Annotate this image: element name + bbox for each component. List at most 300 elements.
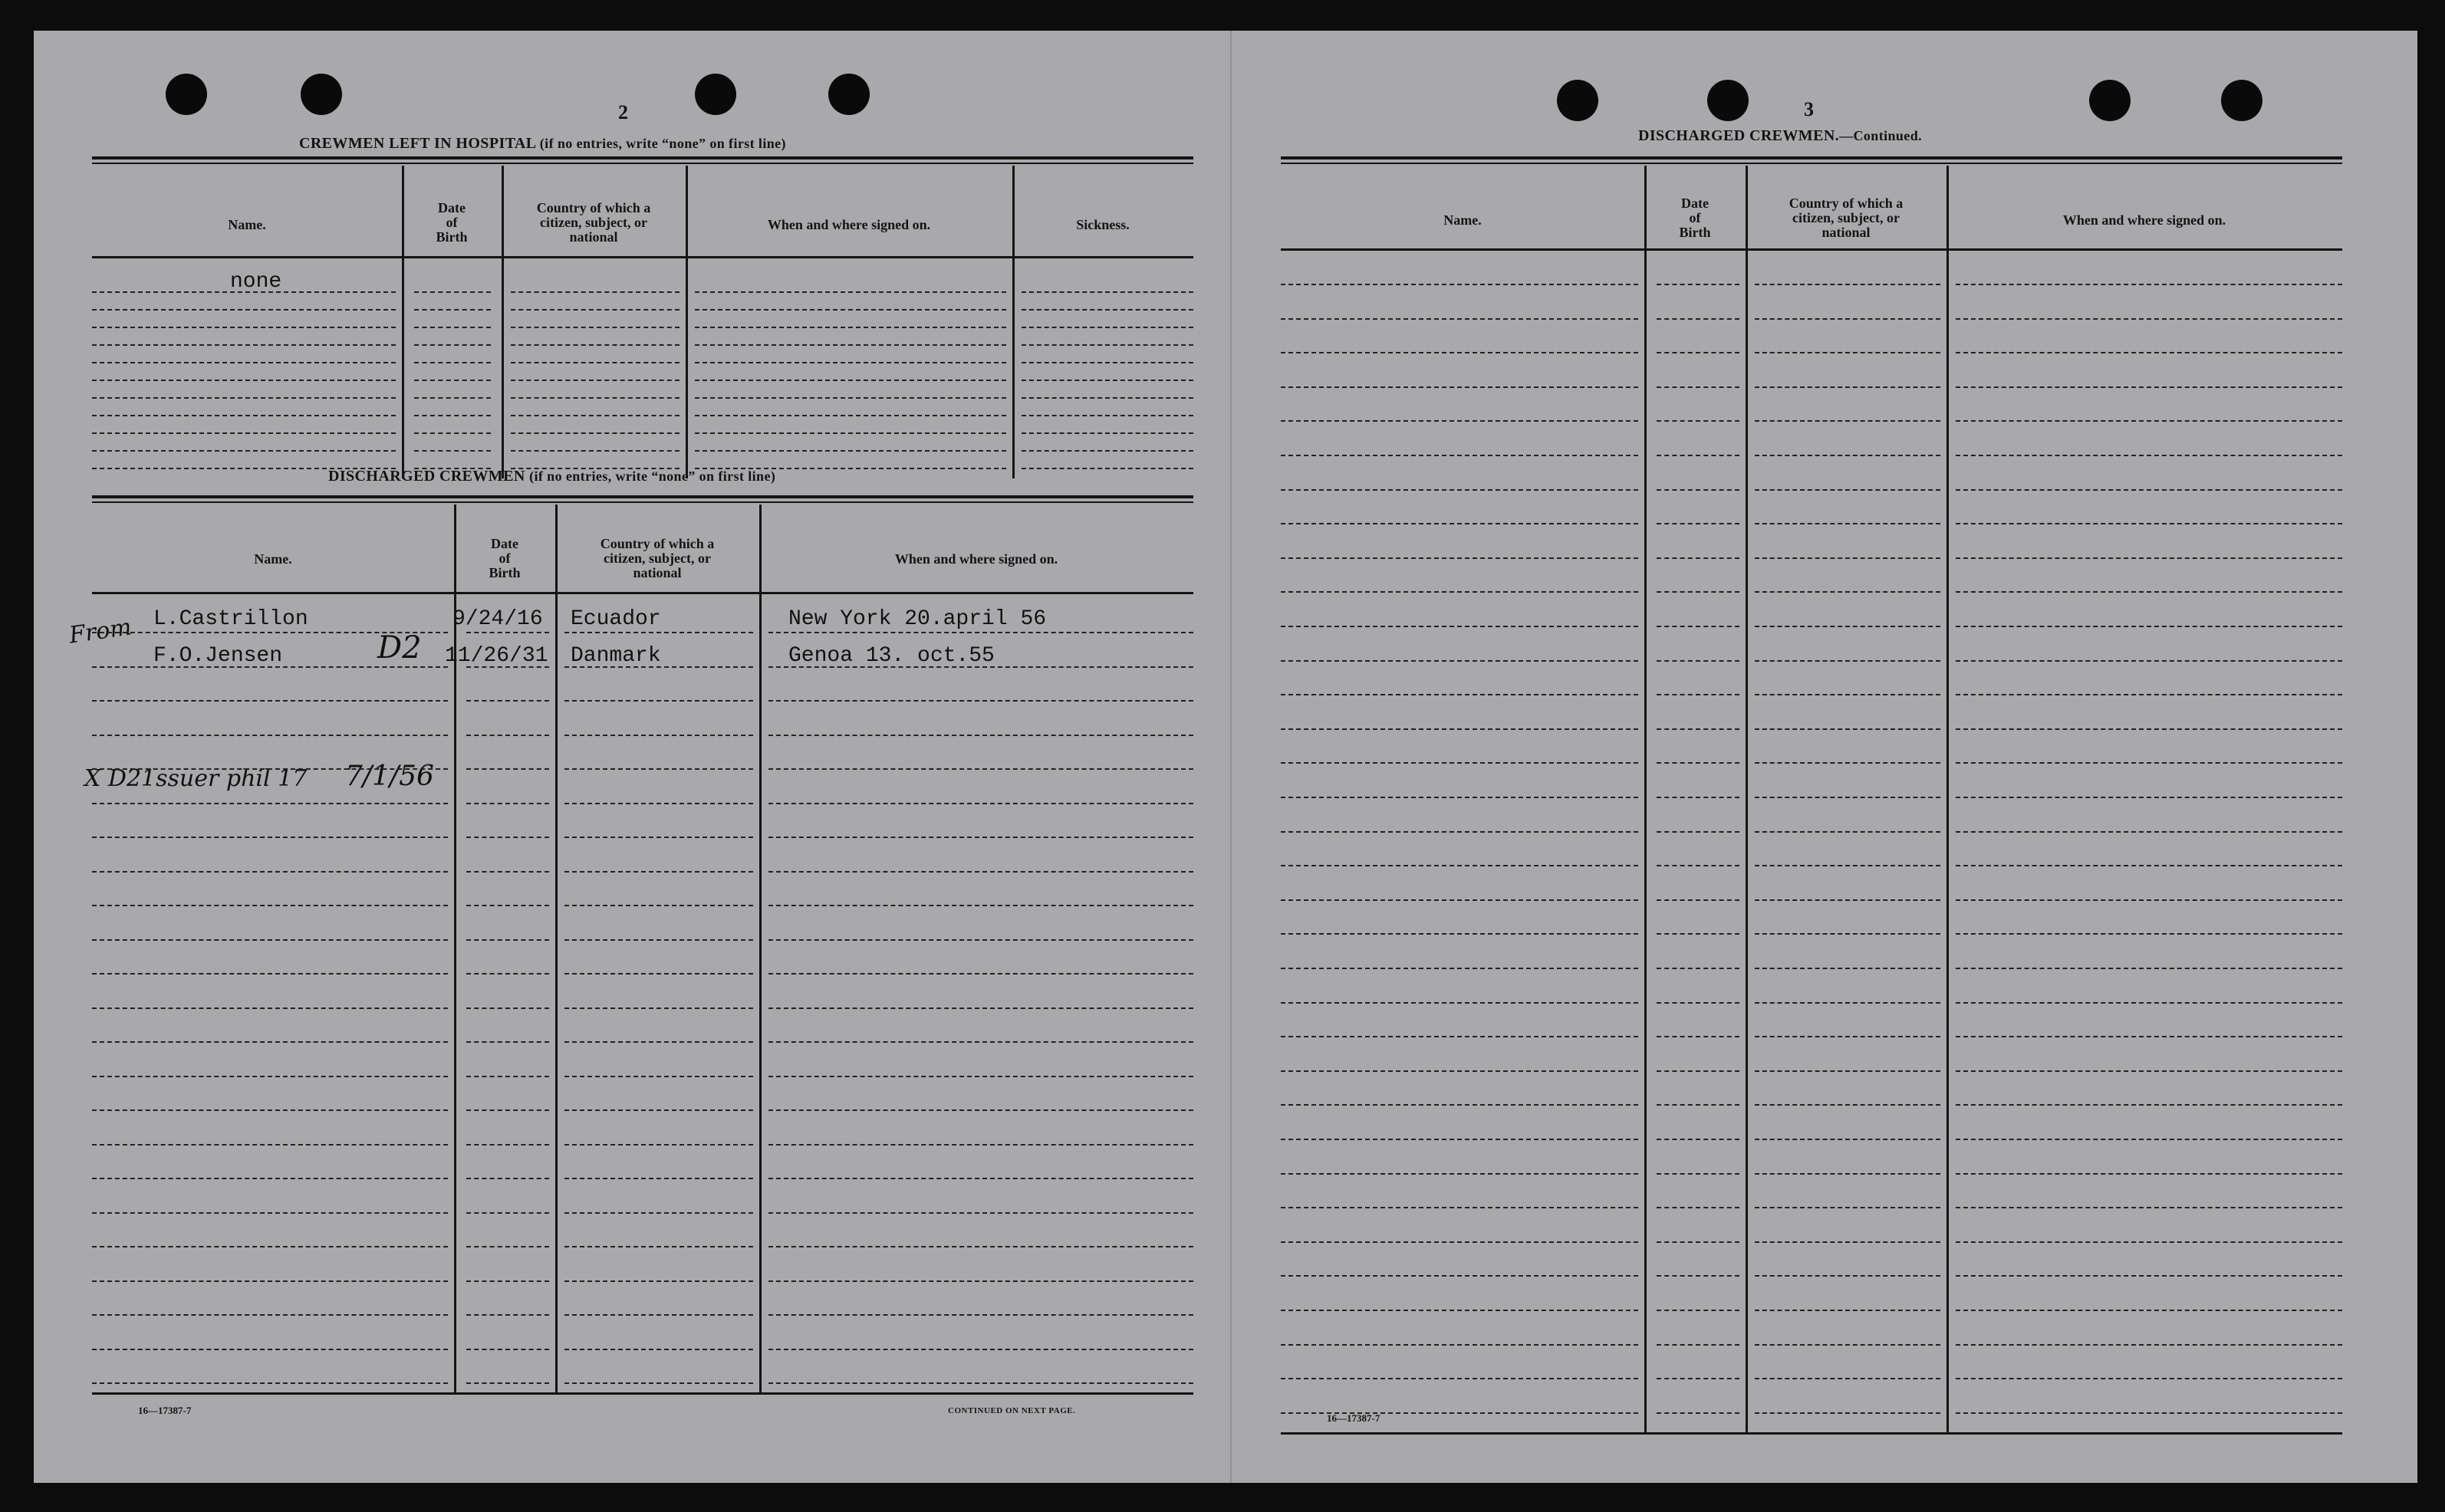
ruled-line — [1657, 523, 1739, 524]
page-number: 3 — [1804, 98, 1814, 120]
crewman-country: Danmark — [571, 644, 661, 668]
ruled-line — [1956, 352, 2342, 353]
ruled-line — [564, 1178, 753, 1179]
ruled-line — [768, 735, 1193, 736]
ruled-line — [1956, 1241, 2342, 1243]
hospital-section-title: CREWMEN LEFT IN HOSPITAL (if no entries, write “none” on first line) — [299, 135, 786, 152]
ruled-line — [466, 1382, 549, 1384]
ruled-line — [1755, 523, 1940, 524]
ruled-line — [92, 380, 396, 381]
ruled-line — [695, 327, 1006, 328]
ruled-line — [1956, 1070, 2342, 1072]
header-name: Name. — [1443, 212, 1482, 228]
ruled-line — [466, 1280, 549, 1282]
ruled-line — [1956, 660, 2342, 662]
ruled-line — [414, 432, 491, 434]
ruled-line — [1956, 1378, 2342, 1379]
ruled-line — [92, 905, 448, 906]
ruled-line — [1755, 1378, 1940, 1379]
ruled-line — [1657, 660, 1739, 662]
form-number: 16—17387-7 — [1327, 1412, 1380, 1424]
ruled-line — [564, 1314, 753, 1316]
column-divider — [454, 505, 456, 1394]
ruled-line — [92, 415, 396, 416]
ruled-line — [1956, 626, 2342, 627]
ruled-line — [1022, 397, 1193, 399]
column-divider — [555, 505, 558, 1394]
ruled-line — [1022, 415, 1193, 416]
ruled-line — [564, 1144, 753, 1146]
ruled-line — [1022, 380, 1193, 381]
continued-note: CONTINUED ON NEXT PAGE. — [948, 1406, 1076, 1415]
ruled-line — [768, 905, 1193, 906]
ruled-line — [1956, 728, 2342, 730]
ruled-line — [564, 1349, 753, 1350]
ruled-line — [1281, 626, 1638, 627]
ruled-line — [695, 380, 1006, 381]
header-sickness: Sickness. — [1076, 217, 1130, 232]
ruled-line — [1755, 352, 1940, 353]
ruled-line — [1956, 284, 2342, 285]
ruled-line — [564, 1280, 753, 1282]
page-number: 2 — [618, 101, 628, 123]
ruled-line — [1956, 1275, 2342, 1277]
ruled-line — [1956, 1344, 2342, 1346]
ruled-line — [92, 450, 396, 452]
ruled-line — [1755, 1241, 1940, 1243]
ruled-line — [564, 939, 753, 941]
ruled-line — [564, 871, 753, 873]
ruled-line — [1755, 694, 1940, 695]
ruled-line — [92, 1109, 448, 1111]
ruled-line — [1022, 362, 1193, 363]
header-name: Name. — [254, 551, 292, 567]
header-date-of-birth: Date of Birth — [489, 536, 521, 580]
ruled-line — [1755, 284, 1940, 285]
ruled-line — [92, 837, 448, 838]
ruled-line — [1956, 386, 2342, 388]
ruled-line — [1657, 728, 1739, 730]
ruled-line — [1657, 1002, 1739, 1004]
ruled-line — [1657, 762, 1739, 764]
ruled-line — [564, 1007, 753, 1009]
ruled-line — [1281, 420, 1638, 422]
ruled-line — [768, 1382, 1193, 1384]
ruled-line — [1281, 660, 1638, 662]
ruled-line — [1755, 1173, 1940, 1175]
handwritten-date: 7/1/56 — [345, 761, 434, 792]
ruled-line — [92, 1349, 448, 1350]
header-date-of-birth: Date of Birth — [436, 200, 468, 245]
punch-hole — [166, 74, 207, 115]
crewman-name: L.Castrillon — [153, 607, 308, 631]
ruled-line — [1281, 933, 1638, 935]
ruled-line — [564, 666, 753, 668]
ruled-line — [1281, 968, 1638, 969]
ruled-line — [1281, 762, 1638, 764]
ruled-line — [92, 309, 396, 311]
ruled-line — [1281, 1104, 1638, 1106]
ruled-line — [1956, 1412, 2342, 1414]
ruled-line — [1755, 318, 1940, 320]
ruled-line — [1755, 865, 1940, 866]
ruled-line — [1956, 420, 2342, 422]
ruled-line — [414, 291, 491, 293]
ruled-line — [1657, 1310, 1739, 1311]
crewman-dob: 11/26/31 — [445, 644, 548, 668]
ruled-line — [92, 666, 448, 668]
ruled-line — [92, 632, 448, 633]
discharged-continued-title: DISCHARGED CREWMEN.—Continued. — [1638, 127, 1923, 144]
ruled-line — [92, 871, 448, 873]
ruled-line — [1281, 1241, 1638, 1243]
ruled-line — [1281, 489, 1638, 491]
ruled-line — [564, 837, 753, 838]
table-bottom-rule — [1281, 1432, 2342, 1435]
hospital-entry: none — [230, 270, 282, 294]
hospital-table — [92, 156, 1193, 478]
crewman-dob: 9/24/16 — [452, 607, 543, 631]
ruled-line — [768, 1109, 1193, 1111]
ruled-line — [92, 362, 396, 363]
ruled-line — [92, 803, 448, 804]
ruled-line — [1657, 591, 1739, 593]
ruled-line — [1281, 386, 1638, 388]
ruled-line — [1755, 728, 1940, 730]
ruled-line — [1281, 557, 1638, 559]
column-divider — [686, 166, 688, 478]
ruled-line — [768, 1144, 1193, 1146]
ruled-line — [768, 803, 1193, 804]
ruled-line — [466, 1246, 549, 1247]
ruled-line — [1755, 1310, 1940, 1311]
ruled-line — [414, 327, 491, 328]
ruled-line — [1956, 1207, 2342, 1208]
ruled-line — [466, 1349, 549, 1350]
ruled-line — [511, 291, 680, 293]
header-country: Country of which a citizen, subject, or national — [600, 536, 715, 580]
ruled-line — [92, 939, 448, 941]
ruled-line — [564, 1076, 753, 1077]
ruled-line — [414, 397, 491, 399]
ruled-line — [1022, 327, 1193, 328]
ruled-line — [768, 1178, 1193, 1179]
ruled-line — [511, 327, 680, 328]
ruled-line — [92, 700, 448, 702]
ruled-line — [92, 735, 448, 736]
ruled-line — [92, 1178, 448, 1179]
ruled-line — [466, 768, 549, 770]
ruled-line — [414, 415, 491, 416]
ruled-line — [1755, 591, 1940, 593]
ruled-line — [1281, 352, 1638, 353]
punch-hole — [2089, 80, 2131, 121]
ruled-line — [92, 1212, 448, 1214]
ruled-line — [564, 1109, 753, 1111]
ruled-line — [564, 700, 753, 702]
ruled-line — [768, 1076, 1193, 1077]
ruled-line — [1956, 762, 2342, 764]
ruled-line — [466, 1212, 549, 1214]
ruled-line — [1281, 455, 1638, 456]
left-page — [34, 31, 1232, 1483]
ruled-line — [1755, 933, 1940, 935]
header-signed-on: When and where signed on. — [767, 217, 931, 232]
ruled-line — [511, 415, 680, 416]
ruled-line — [768, 1246, 1193, 1247]
ruled-line — [1657, 831, 1739, 833]
ruled-line — [92, 327, 396, 328]
ruled-line — [564, 768, 753, 770]
ruled-line — [1755, 1104, 1940, 1106]
ruled-line — [1956, 694, 2342, 695]
ruled-line — [511, 380, 680, 381]
ruled-line — [466, 1144, 549, 1146]
column-divider — [1644, 166, 1647, 1434]
ruled-line — [1755, 899, 1940, 901]
ruled-line — [466, 905, 549, 906]
ruled-line — [511, 432, 680, 434]
ruled-line — [1657, 694, 1739, 695]
ruled-line — [1657, 933, 1739, 935]
ruled-line — [1657, 1104, 1739, 1106]
column-divider — [1746, 166, 1748, 1434]
column-divider — [759, 505, 762, 1394]
table-top-rule — [92, 495, 1193, 498]
ruled-line — [1022, 432, 1193, 434]
ruled-line — [1755, 1002, 1940, 1004]
ruled-line — [1657, 899, 1739, 901]
right-page — [1232, 31, 2417, 1483]
ruled-line — [1657, 1070, 1739, 1072]
header-rule — [92, 256, 1193, 258]
ruled-line — [564, 1041, 753, 1043]
ruled-line — [1755, 455, 1940, 456]
table-top-rule — [92, 156, 1193, 159]
ruled-line — [511, 450, 680, 452]
ruled-line — [1022, 344, 1193, 346]
ruled-line — [1755, 1070, 1940, 1072]
ruled-line — [1956, 1310, 2342, 1311]
ruled-line — [92, 1314, 448, 1316]
form-number: 16—17387-7 — [138, 1405, 192, 1416]
ruled-line — [768, 632, 1193, 633]
ruled-line — [1657, 1036, 1739, 1037]
punch-hole — [828, 74, 870, 115]
ruled-line — [1657, 797, 1739, 798]
ruled-line — [1657, 865, 1739, 866]
ruled-line — [92, 973, 448, 975]
ruled-line — [466, 1109, 549, 1111]
ruled-line — [1281, 1310, 1638, 1311]
ruled-line — [92, 1041, 448, 1043]
ruled-line — [1281, 797, 1638, 798]
crewman-name: F.O.Jensen — [153, 644, 283, 668]
ruled-line — [564, 1382, 753, 1384]
ruled-line — [466, 871, 549, 873]
ruled-line — [564, 632, 753, 633]
ruled-line — [564, 973, 753, 975]
table-top-rule — [1281, 156, 2342, 159]
ruled-line — [1022, 468, 1193, 469]
ruled-line — [1281, 1378, 1638, 1379]
ruled-line — [1657, 489, 1739, 491]
ruled-line — [1281, 865, 1638, 866]
ruled-line — [695, 450, 1006, 452]
header-signed-on: When and where signed on. — [2062, 212, 2226, 228]
ruled-line — [1755, 1412, 1940, 1414]
ruled-line — [92, 1382, 448, 1384]
ruled-line — [1956, 1104, 2342, 1106]
discharged-table — [67, 495, 1193, 1397]
table-top-rule — [92, 501, 1193, 503]
ruled-line — [1281, 694, 1638, 695]
ruled-line — [1657, 284, 1739, 285]
ruled-line — [1281, 591, 1638, 593]
ruled-line — [466, 973, 549, 975]
ruled-line — [1755, 626, 1940, 627]
ruled-line — [1657, 1173, 1739, 1175]
ruled-line — [414, 362, 491, 363]
ruled-line — [768, 1041, 1193, 1043]
handwritten-note: X D21ssuer phil 17 — [84, 765, 308, 792]
discharged-section-title: DISCHARGED CREWMEN (if no entries, write “none” on first line) — [328, 468, 776, 485]
ruled-line — [768, 1349, 1193, 1350]
ruled-line — [1755, 1344, 1940, 1346]
ruled-line — [414, 450, 491, 452]
discharged-continued-table — [1281, 156, 2342, 1435]
ruled-line — [768, 871, 1193, 873]
ruled-line — [1022, 450, 1193, 452]
ruled-line — [1657, 420, 1739, 422]
ruled-line — [92, 344, 396, 346]
ruled-line — [1755, 420, 1940, 422]
ruled-line — [695, 397, 1006, 399]
punch-hole — [1557, 80, 1598, 121]
punch-hole — [1707, 80, 1749, 121]
ruled-line — [1022, 291, 1193, 293]
ruled-line — [466, 1041, 549, 1043]
ruled-line — [511, 344, 680, 346]
ruled-line — [1956, 831, 2342, 833]
ruled-line — [695, 432, 1006, 434]
handwritten-margin-note: From — [67, 613, 133, 649]
ruled-line — [92, 1007, 448, 1009]
ruled-line — [92, 1280, 448, 1282]
ruled-line — [564, 905, 753, 906]
ruled-line — [1956, 865, 2342, 866]
ruled-line — [1755, 831, 1940, 833]
header-country: Country of which a citizen, subject, or national — [536, 200, 651, 245]
crewman-country: Ecuador — [571, 607, 661, 631]
header-signed-on: When and where signed on. — [894, 551, 1058, 567]
column-divider — [1946, 166, 1949, 1434]
header-name: Name. — [228, 217, 266, 232]
ruled-line — [768, 939, 1193, 941]
ruled-line — [564, 803, 753, 804]
ruled-line — [1755, 1275, 1940, 1277]
ruled-line — [1755, 1036, 1940, 1037]
ruled-line — [1281, 899, 1638, 901]
ruled-line — [768, 1280, 1193, 1282]
ruled-line — [1657, 1378, 1739, 1379]
ruled-line — [1657, 455, 1739, 456]
ruled-line — [768, 973, 1193, 975]
ruled-line — [1281, 831, 1638, 833]
ruled-line — [564, 1246, 753, 1247]
ruled-line — [1956, 1002, 2342, 1004]
ruled-line — [1755, 557, 1940, 559]
ruled-line — [1956, 591, 2342, 593]
ruled-line — [1956, 899, 2342, 901]
ruled-line — [1657, 1412, 1739, 1414]
ruled-line — [1956, 1139, 2342, 1140]
ruled-line — [695, 344, 1006, 346]
ruled-line — [466, 939, 549, 941]
table-top-rule — [92, 163, 1193, 164]
ruled-line — [564, 735, 753, 736]
ruled-line — [1281, 1070, 1638, 1072]
ruled-line — [768, 1007, 1193, 1009]
ruled-line — [1657, 1241, 1739, 1243]
ruled-line — [92, 432, 396, 434]
ruled-line — [466, 837, 549, 838]
ruled-line — [1657, 1344, 1739, 1346]
ruled-line — [695, 291, 1006, 293]
ruled-line — [1956, 1036, 2342, 1037]
ruled-line — [511, 397, 680, 399]
ruled-line — [466, 1314, 549, 1316]
handwritten-mark: D2 — [377, 630, 422, 666]
ruled-line — [1281, 1036, 1638, 1037]
ruled-line — [414, 344, 491, 346]
ruled-line — [768, 1314, 1193, 1316]
ruled-line — [1281, 523, 1638, 524]
ruled-line — [1281, 284, 1638, 285]
ruled-line — [1755, 386, 1940, 388]
ruled-line — [695, 309, 1006, 311]
ruled-line — [1281, 1344, 1638, 1346]
ruled-line — [768, 700, 1193, 702]
ruled-line — [1657, 318, 1739, 320]
ruled-line — [1956, 933, 2342, 935]
ruled-line — [1657, 1275, 1739, 1277]
header-rule — [92, 592, 1193, 594]
column-divider — [1012, 166, 1015, 478]
ruled-line — [1281, 1275, 1638, 1277]
ruled-line — [1755, 489, 1940, 491]
punch-hole — [2221, 80, 2262, 121]
ruled-line — [1755, 797, 1940, 798]
ruled-line — [695, 362, 1006, 363]
ruled-line — [466, 700, 549, 702]
punch-hole — [695, 74, 736, 115]
ruled-line — [768, 768, 1193, 770]
ruled-line — [466, 1076, 549, 1077]
ruled-line — [1755, 1139, 1940, 1140]
ruled-line — [1657, 1139, 1739, 1140]
ruled-line — [1956, 523, 2342, 524]
ruled-line — [511, 362, 680, 363]
ruled-line — [768, 1212, 1193, 1214]
ruled-line — [768, 666, 1193, 668]
ruled-line — [1281, 1173, 1638, 1175]
header-date-of-birth: Date of Birth — [1679, 196, 1711, 240]
ruled-line — [466, 735, 549, 736]
ruled-line — [466, 1007, 549, 1009]
punch-hole — [301, 74, 342, 115]
ruled-line — [1956, 968, 2342, 969]
